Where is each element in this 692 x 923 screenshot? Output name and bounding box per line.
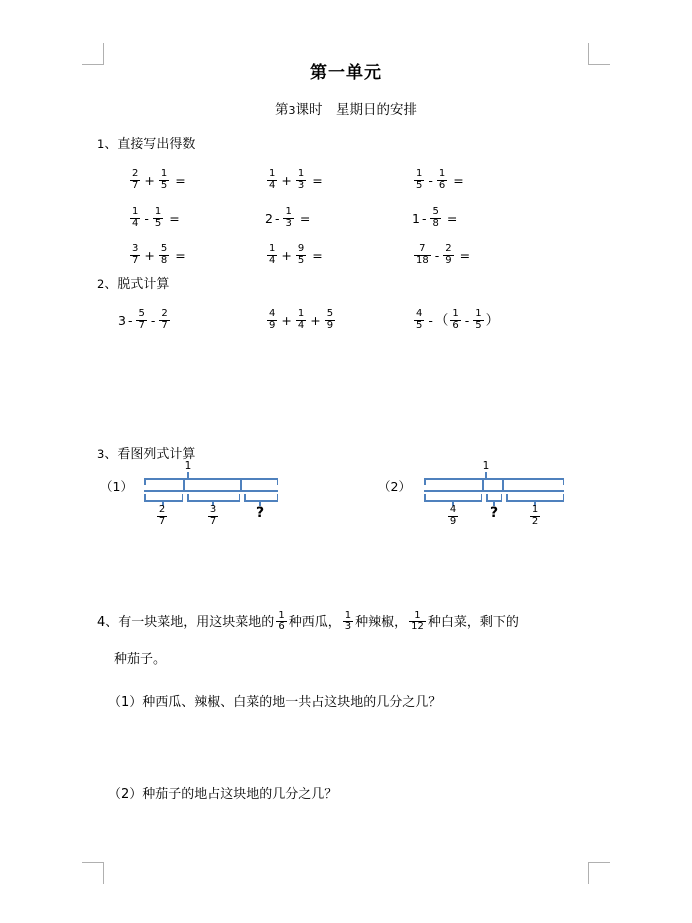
problem-2-3: [412, 310, 499, 332]
fraction-numerator: 1: [132, 206, 139, 217]
crop-mark-bottom-left: [82, 862, 104, 884]
section-2-mark: 、: [104, 277, 118, 292]
fraction-denominator: 3: [297, 179, 305, 191]
problem-4-question-1: （1）种西瓜、辣椒、白菜的地一共占这块地的几分之几？: [108, 695, 442, 710]
fraction-denominator: 8: [432, 217, 439, 229]
operator: +: [310, 312, 321, 328]
fraction-denominator: 9: [445, 254, 452, 266]
fraction-denominator: 4: [132, 217, 139, 229]
problem-4-fraction-1: [276, 611, 286, 633]
fraction: [267, 169, 277, 191]
integer: 3: [118, 312, 126, 328]
fraction-numerator: 1: [278, 609, 285, 621]
fraction-denominator: 18: [416, 254, 429, 266]
operator: -: [428, 172, 433, 188]
fraction: [414, 244, 431, 266]
fraction: [296, 169, 306, 191]
fraction: [325, 309, 335, 331]
section-2-number: 2: [97, 277, 105, 291]
document-title: 第一单元: [310, 63, 382, 83]
fraction-denominator: 5: [416, 319, 423, 331]
operator: -: [464, 312, 470, 328]
operator: +: [144, 172, 155, 188]
fraction-numerator: 2: [158, 504, 166, 515]
section-3-label: 看图列式计算: [117, 447, 196, 462]
diagram-1-segment-label-3: [248, 506, 272, 521]
fraction-denominator: 4: [269, 179, 276, 191]
unknown-value-marker: ?: [489, 505, 499, 521]
operator: -: [274, 210, 280, 226]
fraction-denominator: 7: [158, 515, 166, 527]
fraction-numerator: 5: [432, 206, 439, 217]
fraction-numerator: 1: [269, 243, 276, 254]
section-1-number: 1: [97, 137, 105, 151]
fraction-numerator: 5: [326, 308, 334, 319]
operator: +: [281, 172, 292, 188]
section-3-number: 3: [97, 447, 105, 461]
operator: -: [428, 312, 433, 328]
fraction-denominator: 8: [160, 254, 168, 266]
problem-4-fraction-3: [409, 611, 426, 633]
problem-4-question-2: （2）种茄子的地占这块地的几分之几？: [108, 787, 338, 802]
subtitle-topic: 星期日的安排: [336, 102, 417, 118]
diagram-1-segment-label-1: [150, 506, 174, 528]
fraction: [130, 244, 140, 266]
problem-4-line-2: 种茄子。: [114, 652, 167, 667]
fraction: [159, 169, 169, 191]
subtitle-lesson-number: 3: [288, 104, 296, 117]
problem-1-3: [412, 170, 464, 192]
equals-sign: =: [312, 247, 323, 263]
fraction-numerator: 1: [416, 168, 423, 179]
fraction-denominator: 5: [154, 217, 162, 229]
integer: 1: [412, 210, 420, 226]
problem-1-7: [128, 245, 186, 267]
fraction: [450, 309, 460, 331]
fraction: [159, 244, 169, 266]
problem-4-line-1: [97, 608, 519, 638]
problem-2-2: [265, 310, 337, 332]
bracket-diagram-2: [378, 460, 568, 540]
operator: -: [127, 312, 133, 328]
section-2-heading: [97, 273, 169, 292]
fraction-numerator: 1: [297, 168, 305, 179]
equals-sign: =: [453, 172, 464, 188]
fraction: [443, 244, 453, 266]
crop-mark-bottom-right: [588, 862, 610, 884]
fraction-numerator: 4: [449, 504, 457, 515]
operator: -: [434, 247, 440, 263]
fraction: [437, 169, 447, 191]
section-1-label: 直接写出得数: [117, 137, 196, 152]
integer: 2: [265, 210, 273, 226]
fraction: [153, 207, 163, 229]
problem-4-text-a: 有一块菜地，用这块菜地的: [118, 615, 275, 630]
fraction-numerator: 7: [419, 243, 426, 254]
fraction: [296, 309, 306, 331]
fraction: [267, 309, 277, 331]
fraction-numerator: 1: [344, 609, 352, 621]
equals-sign: =: [459, 247, 471, 263]
problem-4-text-d: 种白菜，剩下的: [427, 615, 519, 630]
operator: -: [144, 210, 149, 226]
section-1-heading: [97, 133, 195, 152]
section-4-mark: 、: [105, 615, 119, 630]
fraction-denominator: 5: [160, 179, 168, 191]
fraction-denominator: 6: [438, 179, 446, 191]
section-2-label: 脱式计算: [117, 277, 170, 292]
fraction-numerator: 1: [154, 206, 162, 217]
fraction: [430, 207, 440, 229]
fraction-numerator: 1: [531, 504, 539, 515]
fraction-numerator: 2: [132, 168, 139, 179]
fraction-numerator: 2: [161, 308, 168, 319]
diagram-1-whole-label: 1: [184, 460, 192, 472]
problem-1-4: [128, 208, 180, 230]
operator: -: [421, 210, 427, 226]
fraction: [473, 309, 483, 331]
fraction-denominator: 6: [278, 621, 285, 632]
fraction-numerator: 3: [209, 504, 217, 515]
equals-sign: =: [175, 247, 186, 263]
fraction-denominator: 7: [132, 254, 139, 266]
fraction: [136, 309, 146, 331]
parenthesis: （: [434, 312, 449, 329]
fraction-denominator: 12: [411, 621, 424, 632]
diagram-2-segment-label-1: [441, 506, 465, 528]
equals-sign: =: [446, 210, 458, 226]
bracket-diagram-1: [100, 460, 290, 540]
equals-sign: =: [169, 210, 180, 226]
operator: +: [144, 247, 155, 263]
fraction-numerator: 5: [160, 243, 168, 254]
fraction: [157, 505, 167, 527]
fraction-numerator: 5: [138, 308, 145, 319]
parenthesis: ）: [485, 312, 500, 329]
section-3-mark: 、: [104, 447, 118, 462]
problem-1-9: [412, 245, 470, 267]
fraction-denominator: 9: [449, 515, 457, 527]
fraction: [130, 169, 140, 191]
problem-1-8: [265, 245, 323, 267]
fraction-numerator: 1: [452, 308, 459, 319]
fraction-denominator: 3: [344, 621, 352, 632]
fraction-denominator: 7: [132, 179, 139, 191]
fraction-denominator: 9: [326, 319, 334, 331]
fraction: [130, 207, 140, 229]
fraction: [208, 505, 218, 527]
fraction-numerator: 1: [414, 609, 421, 621]
fraction-numerator: 2: [445, 243, 452, 254]
operator: +: [281, 312, 292, 328]
fraction: [159, 309, 169, 331]
diagram-2-label: （2）: [378, 479, 411, 494]
fraction-numerator: 1: [285, 206, 292, 217]
fraction-denominator: 7: [138, 319, 145, 331]
problem-1-1: [128, 170, 186, 192]
fraction-denominator: 7: [161, 319, 168, 331]
operator: -: [150, 312, 156, 328]
fraction-numerator: 4: [269, 308, 276, 319]
fraction: [414, 309, 424, 331]
equals-sign: =: [299, 210, 311, 226]
fraction-numerator: 3: [132, 243, 139, 254]
fraction-denominator: 5: [297, 254, 305, 266]
diagram-1-label: （1）: [100, 479, 133, 494]
fraction-denominator: 4: [297, 319, 305, 331]
equals-sign: =: [312, 172, 323, 188]
fraction: [448, 505, 458, 527]
section-4-number: 4: [97, 615, 106, 630]
diagram-2-segment-label-2: [482, 506, 506, 521]
problem-1-6: [412, 208, 457, 230]
fraction: [267, 244, 277, 266]
fraction-numerator: 4: [416, 308, 423, 319]
fraction: [283, 207, 293, 229]
problem-1-5: [265, 208, 310, 230]
diagram-2-segment-label-3: [523, 506, 547, 528]
problem-4-text-c: 种辣椒，: [355, 615, 408, 630]
unknown-value-marker: ?: [255, 505, 265, 521]
fraction-numerator: 1: [160, 168, 168, 179]
fraction-denominator: 6: [452, 319, 459, 331]
problem-1-2: [265, 170, 323, 192]
equals-sign: =: [175, 172, 186, 188]
fraction: [530, 505, 540, 527]
document-subtitle: [0, 98, 692, 118]
fraction-denominator: 3: [285, 217, 292, 229]
diagram-1-segment-label-2: [201, 506, 225, 528]
problem-4-fraction-2: [343, 611, 353, 633]
fraction-numerator: 1: [269, 168, 276, 179]
fraction-numerator: 1: [475, 308, 482, 319]
problem-2-1: [118, 310, 172, 332]
subtitle-middle: 课时: [295, 102, 323, 118]
fraction-denominator: 9: [269, 319, 276, 331]
fraction: [296, 244, 306, 266]
fraction-denominator: 5: [475, 319, 482, 331]
fraction-denominator: 4: [269, 254, 276, 266]
fraction: [414, 169, 424, 191]
fraction-numerator: 9: [297, 243, 305, 254]
subtitle-prefix: 第: [275, 102, 289, 118]
section-1-mark: 、: [104, 137, 118, 152]
fraction-numerator: 1: [297, 308, 305, 319]
fraction-denominator: 5: [416, 179, 423, 191]
diagram-2-whole-label: 1: [482, 460, 490, 472]
problem-4-text-b: 种西瓜，: [288, 615, 341, 630]
fraction-denominator: 7: [209, 515, 217, 527]
operator: +: [281, 247, 292, 263]
fraction-denominator: 2: [531, 515, 539, 527]
fraction-numerator: 1: [438, 168, 446, 179]
